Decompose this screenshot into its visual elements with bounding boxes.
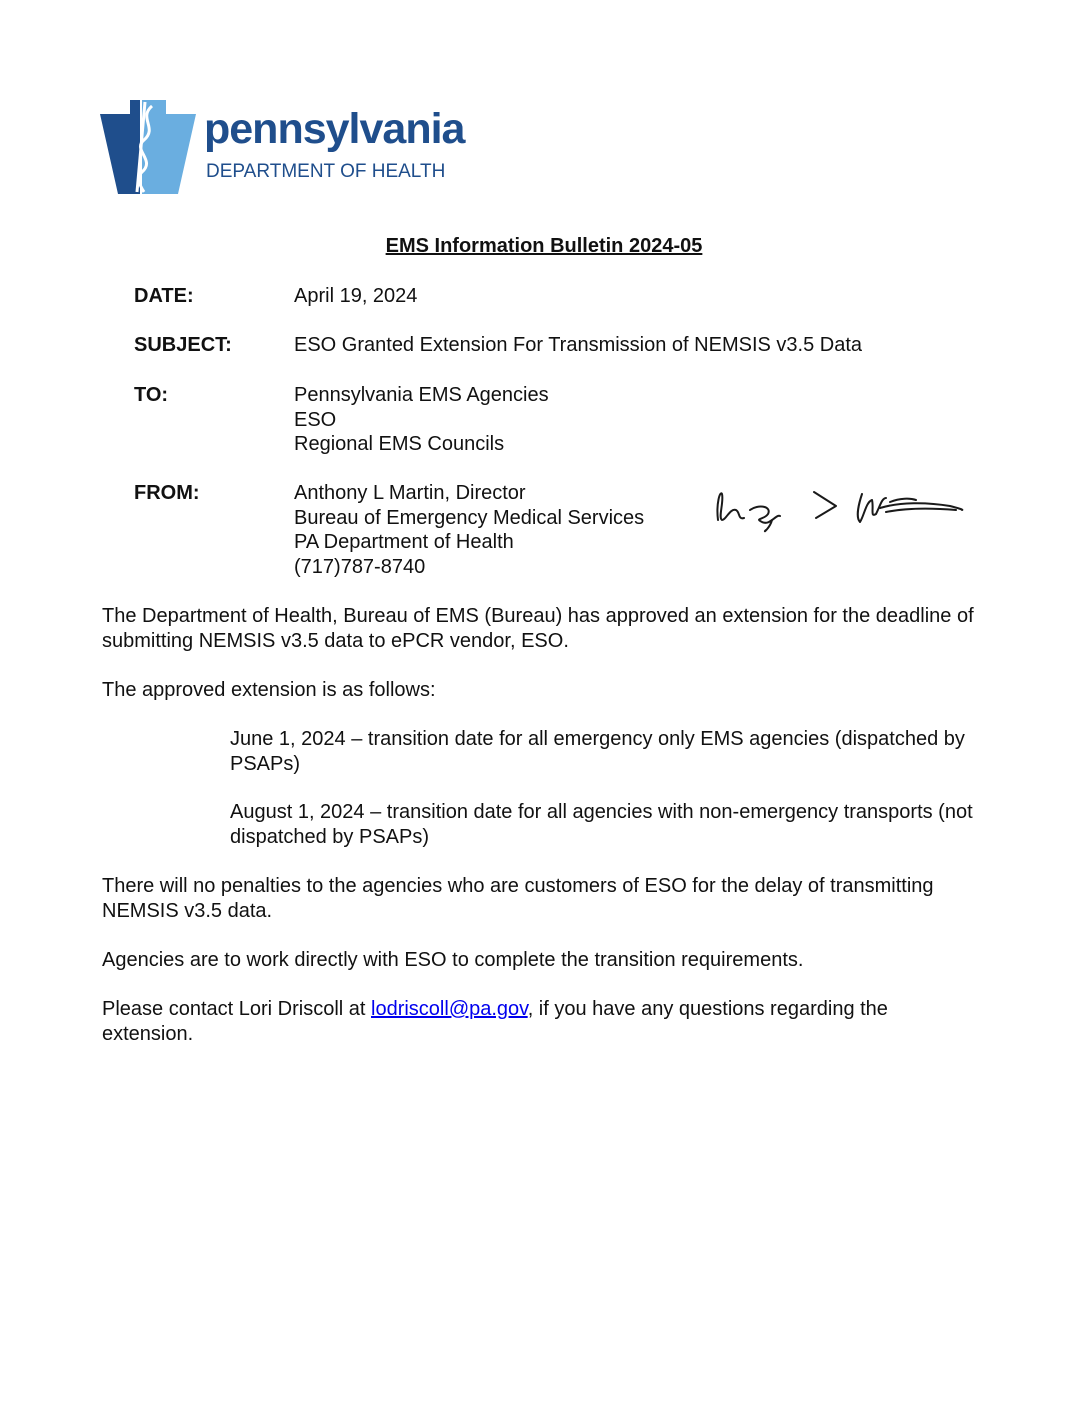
from-sender [294,481,644,579]
to-line: ESO [294,408,337,431]
to-label: TO: [134,384,169,406]
extension-intro: The approved extension is as follows: [102,679,436,701]
department-logo [100,100,480,194]
contact-paragraph [102,997,982,1046]
from-line: (717)787-8740 [294,555,426,578]
intro-paragraph: The Department of Health, Bureau of EMS (Bureau) has approved an extension for the deadline of submitting NEMSIS v3.5 data to ePCR vendor, ESO. [102,605,974,652]
brand-subtitle: DEPARTMENT OF HEALTH [206,161,446,182]
date-value: April 19, 2024 [294,285,418,307]
contact-text-before: Please contact Lori Driscoll at [102,998,372,1020]
to-line: Regional EMS Councils [294,433,505,455]
bulletin-title: EMS Information Bulletin 2024-05 [385,235,703,257]
extension-item-august: August 1, 2024 – transition date for all agencies with non-emergency transports (not dispatched by PSAPs) [230,801,973,848]
from-line: Anthony L Martin, Director [294,482,526,504]
to-line: Pennsylvania EMS Agencies [294,384,549,406]
contact-email-link[interactable]: lodriscoll@pa.gov [371,998,528,1020]
from-line: PA Department of Health [294,531,514,553]
extension-item-june: June 1, 2024 – transition date for all emergency only EMS agencies (dispatched by PSAPs) [230,728,965,775]
brand-name: pennsylvania [204,105,465,153]
work-directly-paragraph: Agencies are to work directly with ESO to complete the transition requirements. [102,949,804,971]
subject-label: SUBJECT: [134,334,232,356]
to-recipients [294,383,549,457]
contact-text-after: , if you have any questions regarding the extension. [102,998,888,1045]
from-label: FROM: [134,482,200,504]
signature-image [710,484,970,540]
date-label: DATE: [134,285,194,307]
subject-value: ESO Granted Extension For Transmission of NEMSIS v3.5 Data [294,334,863,356]
keystone-emblem-icon [100,100,196,194]
penalties-paragraph: There will no penalties to the agencies who are customers of ESO for the delay of transmitting NEMSIS v3.5 data. [102,875,934,922]
from-line: Bureau of Emergency Medical Services [294,506,645,529]
